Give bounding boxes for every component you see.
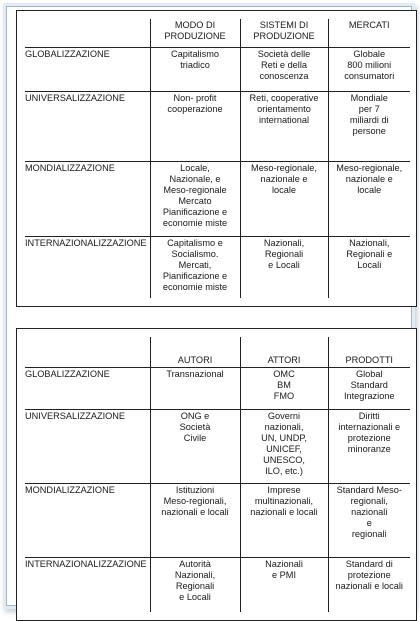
table-row bbox=[25, 236, 410, 298]
table-cell: Globale 800 milioni consumatori bbox=[328, 47, 410, 91]
table-row bbox=[25, 91, 410, 161]
row-label: UNIVERSALIZZAZIONE bbox=[25, 91, 150, 161]
table-cell: Transnazional bbox=[150, 368, 240, 410]
table-cell: Locale, Nazionale, e Meso-regionale Mercato Pianificazione e economie miste bbox=[150, 161, 240, 236]
table-cell: Mondiale per 7 miliardi di persone bbox=[328, 91, 410, 161]
table-cell: Standard Meso- regionali, nazionali e regionali bbox=[328, 484, 410, 558]
actors-table bbox=[25, 337, 410, 612]
table-cell: Diritti internazionali e protezione minoranze bbox=[328, 410, 410, 484]
column-header: SISTEMI DI PRODUZIONE bbox=[240, 19, 328, 47]
table-panel-production bbox=[16, 10, 417, 307]
corner-header bbox=[25, 19, 150, 47]
corner-header bbox=[25, 337, 150, 368]
table-row bbox=[25, 161, 410, 236]
row-label: GLOBALIZZAZIONE bbox=[25, 47, 150, 91]
row-label: MONDIALIZZAZIONE bbox=[25, 161, 150, 236]
table-cell: Nazionali e PMI bbox=[240, 558, 328, 613]
table-cell: Società delle Reti e della conoscenza bbox=[240, 47, 328, 91]
column-header: PRODOTTI bbox=[328, 337, 410, 368]
column-header: ATTORI bbox=[240, 337, 328, 368]
production-table bbox=[25, 19, 410, 298]
page-frame bbox=[6, 6, 412, 606]
table-cell: Capitalismo e Socialismo. Mercati, Pianificazione e economie miste bbox=[150, 236, 240, 298]
table-cell: Nazionali, Regionali e Locali bbox=[328, 236, 410, 298]
column-header: MERCATI bbox=[328, 19, 410, 47]
table-cell: Standard di protezione nazionali e locali bbox=[328, 558, 410, 613]
row-label: GLOBALIZZAZIONE bbox=[25, 368, 150, 410]
table-row bbox=[25, 47, 410, 91]
column-header: MODO DI PRODUZIONE bbox=[150, 19, 240, 47]
table-cell: Global Standard Integrazione bbox=[328, 368, 410, 410]
column-header: AUTORI bbox=[150, 337, 240, 368]
table-cell: Reti, cooperative orientamento international bbox=[240, 91, 328, 161]
table-cell: ONG e Società Civile bbox=[150, 410, 240, 484]
table-cell: Autorità Nazionali, Regionali e Locali bbox=[150, 558, 240, 613]
table-cell: Istituzioni Meso-regionali, nazionali e locali bbox=[150, 484, 240, 558]
row-label: MONDIALIZZAZIONE bbox=[25, 484, 150, 558]
table-cell: Meso-regionale, nazionale e locale bbox=[240, 161, 328, 236]
table-cell: Nazionali, Regionali e Locali bbox=[240, 236, 328, 298]
table-panel-actors bbox=[16, 328, 417, 621]
table-row bbox=[25, 558, 410, 613]
table-cell: OMC BM FMO bbox=[240, 368, 328, 410]
table-cell: Imprese multinazionali, nazionali e locali bbox=[240, 484, 328, 558]
table-row bbox=[25, 484, 410, 558]
table-cell: Meso-regionale, nazionale e locale bbox=[328, 161, 410, 236]
row-label: UNIVERSALIZZAZIONE bbox=[25, 410, 150, 484]
table-cell: Non- profit cooperazione bbox=[150, 91, 240, 161]
table-cell: Governi nazionali, UN, UNDP, UNICEF, UNESCO, ILO, etc.) bbox=[240, 410, 328, 484]
row-label: INTERNAZIONALIZZAZIONE bbox=[25, 237, 147, 248]
table-row bbox=[25, 368, 410, 410]
table-row bbox=[25, 410, 410, 484]
row-label: INTERNAZIONALIZZAZIONE bbox=[25, 559, 147, 569]
table-cell: Capitalismo triadico bbox=[150, 47, 240, 91]
